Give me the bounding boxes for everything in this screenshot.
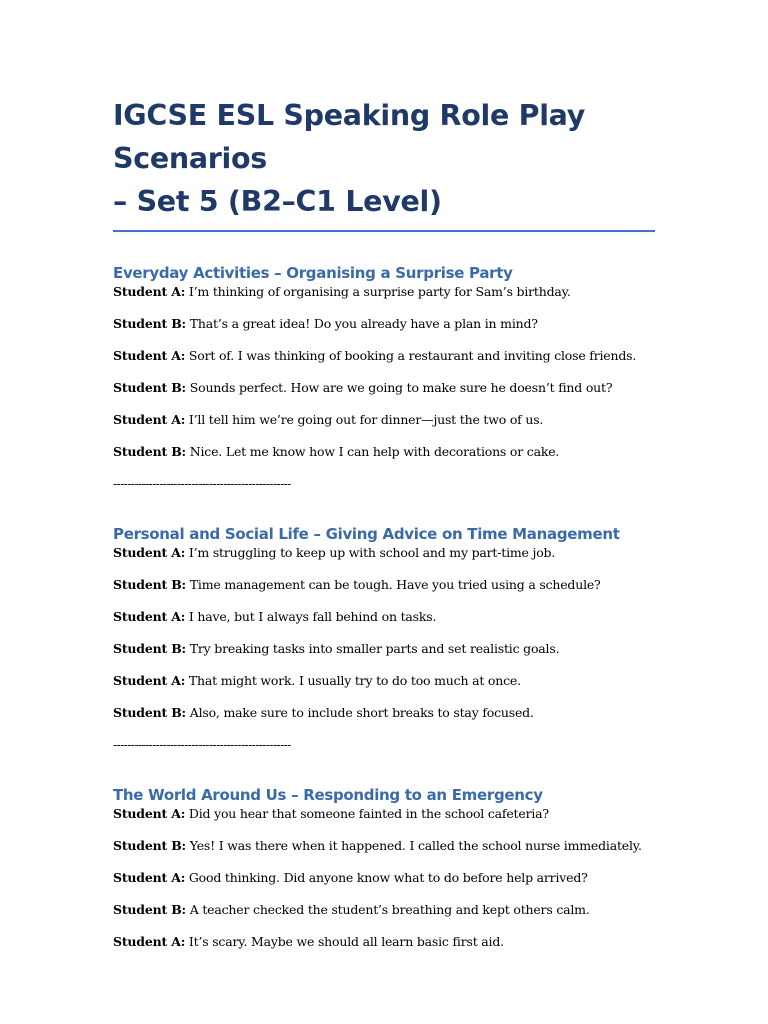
- speaker-label: Student B:: [113, 577, 186, 592]
- dialogue-line: [113, 545, 673, 561]
- dialogue-text: Also, make sure to include short breaks to stay focused.: [185, 705, 534, 720]
- section-surprise-party: [113, 263, 673, 492]
- speaker-label: Student A:: [113, 806, 186, 821]
- section-time-management: [113, 524, 673, 753]
- speaker-label: Student B:: [113, 838, 186, 853]
- dialogue-line: [113, 673, 673, 689]
- speaker-label: Student A:: [113, 673, 186, 688]
- dialogue-line: [113, 641, 673, 657]
- document-content: [113, 94, 673, 950]
- dialogue-text: That might work. I usually try to do too much at once.: [185, 673, 521, 688]
- section-separator: --------------------------------------------------: [113, 477, 291, 491]
- speaker-label: Student B:: [113, 380, 186, 395]
- speaker-label: Student A:: [113, 870, 186, 885]
- dialogue-line: [113, 838, 673, 854]
- dialogue-text: It’s scary. Maybe we should all learn basic first aid.: [185, 934, 504, 949]
- dialogue-line: [113, 316, 673, 332]
- speaker-label: Student B:: [113, 902, 186, 917]
- dialogue-text: A teacher checked the student’s breathing and kept others calm.: [185, 902, 590, 917]
- speaker-label: Student A:: [113, 348, 186, 363]
- speaker-label: Student A:: [113, 545, 186, 560]
- dialogue-line: [113, 348, 673, 364]
- dialogue-text: Yes! I was there when it happened. I called the school nurse immediately.: [185, 838, 642, 853]
- dialogue-line: [113, 577, 673, 593]
- section-heading: Personal and Social Life – Giving Advice on Time Management: [113, 525, 620, 543]
- dialogue-line: [113, 705, 673, 721]
- dialogue-text: Did you hear that someone fainted in the school cafeteria?: [185, 806, 549, 821]
- dialogue-text: Good thinking. Did anyone know what to do before help arrived?: [185, 870, 588, 885]
- dialogue-text: Sort of. I was thinking of booking a restaurant and inviting close friends.: [185, 348, 637, 363]
- dialogue-text: I’m struggling to keep up with school and my part-time job.: [185, 545, 556, 560]
- section-heading: The World Around Us – Responding to an Emergency: [113, 786, 543, 804]
- speaker-label: Student B:: [113, 444, 186, 459]
- dialogue-text: Time management can be tough. Have you tried using a schedule?: [185, 577, 601, 592]
- speaker-label: Student B:: [113, 705, 186, 720]
- dialogue-line: [113, 609, 673, 625]
- dialogue-line: [113, 444, 673, 460]
- title-underline: [113, 230, 655, 232]
- dialogue-text: That’s a great idea! Do you already have a plan in mind?: [185, 316, 538, 331]
- document-title: [113, 94, 673, 223]
- title-line-2: – Set 5 (B2–C1 Level): [113, 185, 442, 218]
- section-emergency: [113, 785, 673, 950]
- section-heading: Everyday Activities – Organising a Surprise Party: [113, 264, 513, 282]
- dialogue-text: Try breaking tasks into smaller parts and set realistic goals.: [185, 641, 560, 656]
- speaker-label: Student B:: [113, 641, 186, 656]
- dialogue-line: [113, 934, 673, 950]
- speaker-label: Student A:: [113, 609, 186, 624]
- dialogue-line: [113, 870, 673, 886]
- dialogue-line: [113, 284, 673, 300]
- dialogue-text: Nice. Let me know how I can help with decorations or cake.: [185, 444, 560, 459]
- dialogue-line: [113, 806, 673, 822]
- dialogue-line: [113, 412, 673, 428]
- section-separator: --------------------------------------------------: [113, 738, 291, 752]
- dialogue-text: I’ll tell him we’re going out for dinner—just the two of us.: [185, 412, 544, 427]
- speaker-label: Student A:: [113, 412, 186, 427]
- dialogue-line: [113, 902, 673, 918]
- dialogue-text: Sounds perfect. How are we going to make sure he doesn’t find out?: [185, 380, 613, 395]
- dialogue-line: [113, 380, 673, 396]
- speaker-label: Student B:: [113, 316, 186, 331]
- dialogue-text: I’m thinking of organising a surprise party for Sam’s birthday.: [185, 284, 571, 299]
- dialogue-text: I have, but I always fall behind on tasks.: [185, 609, 437, 624]
- speaker-label: Student A:: [113, 934, 186, 949]
- title-line-1: IGCSE ESL Speaking Role Play Scenarios: [113, 99, 585, 175]
- speaker-label: Student A:: [113, 284, 186, 299]
